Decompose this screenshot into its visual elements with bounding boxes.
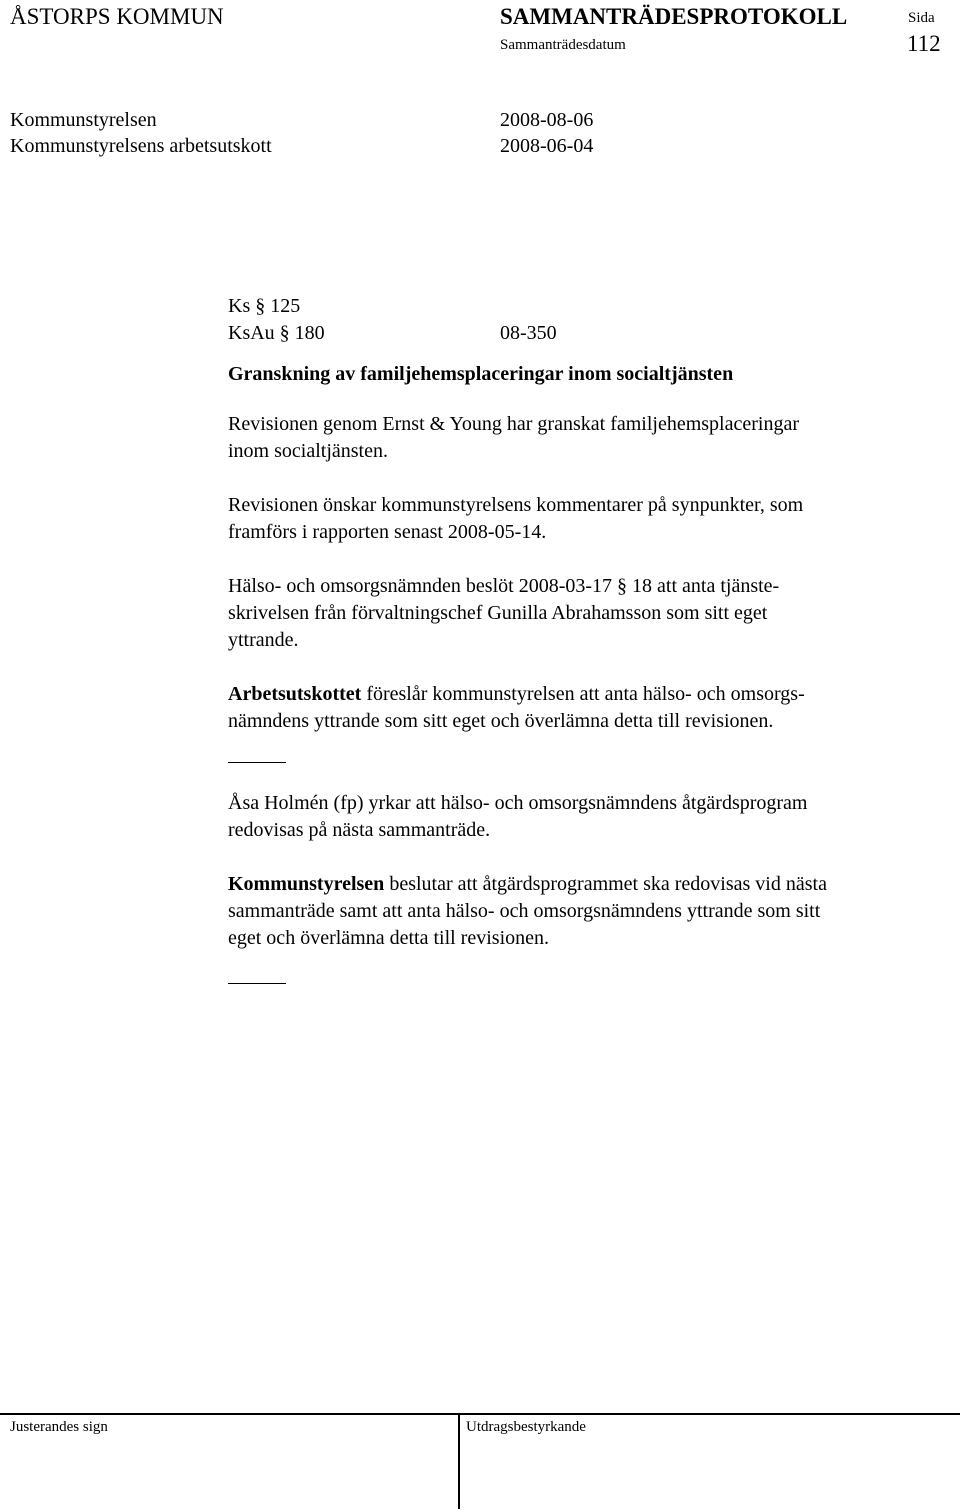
separator-rule xyxy=(228,983,286,984)
meeting-date-1: 2008-08-06 xyxy=(500,109,594,131)
case-number: 08-350 xyxy=(500,322,557,344)
paragraph-1: Revisionen genom Ernst & Young har granskat familjehemsplaceringar inom socialtjänsten. xyxy=(228,413,799,462)
item-title: Granskning av familjehemsplaceringar inom socialtjänsten xyxy=(228,363,734,385)
reference-ks xyxy=(228,293,943,320)
signature-field-label: Justerandes sign xyxy=(10,1419,108,1435)
reference-ksau xyxy=(228,320,943,347)
certification-field-label: Utdragsbestyrkande xyxy=(466,1419,586,1435)
footer-top-rule xyxy=(0,1413,960,1415)
meeting-body-1: Kommunstyrelsen xyxy=(10,109,157,131)
paragraph-2: Revisionen önskar kommunstyrelsens kommentarer på synpunkter, som framförs i rapporten senast 2008-05-14. xyxy=(228,494,804,543)
ksau-paragraph: KsAu § 180 xyxy=(228,322,325,344)
separator-rule xyxy=(228,762,286,763)
paragraph-6: Kommunstyrelsen beslutar att åtgärdsprogrammet ska redovisas vid nästa sammanträde samt att anta hälso- och omsorgsnämndens yttrande som sitt eget och överlämna detta till revisionen. xyxy=(228,873,827,949)
paragraph-5: Åsa Holmén (fp) yrkar att hälso- och omsorgsnämndens åtgärdsprogram redovisas på nästa sammanträde. xyxy=(228,792,808,841)
paragraph-3: Hälso- och omsorgsnämnden beslöt 2008-03-17 § 18 att anta tjänste- skrivelsen från förvaltningschef Gunilla Abrahamsson som sitt eget yttrande. xyxy=(228,575,780,651)
meeting-date-label: Sammanträdesdatum xyxy=(500,37,626,53)
meeting-date-2: 2008-06-04 xyxy=(500,135,594,157)
ks-paragraph: Ks § 125 xyxy=(228,295,301,317)
decision-body: Kommunstyrelsen xyxy=(228,873,385,895)
committee-name: Arbetsutskottet xyxy=(228,683,362,705)
paragraph-4: Arbetsutskottet föreslår kommunstyrelsen att anta hälso- och omsorgs- nämndens yttrande som sitt eget och överlämna detta till revisionen. xyxy=(228,683,805,732)
meeting-body-2: Kommunstyrelsens arbetsutskott xyxy=(10,135,272,157)
organization-name: ÅSTORPS KOMMUN xyxy=(10,4,224,29)
page-number: 112 xyxy=(907,31,941,56)
protocol-content xyxy=(228,293,943,984)
page-label: Sida xyxy=(908,10,935,26)
footer-divider xyxy=(458,1413,460,1509)
document-type: SAMMANTRÄDESPROTOKOLL xyxy=(500,4,848,29)
